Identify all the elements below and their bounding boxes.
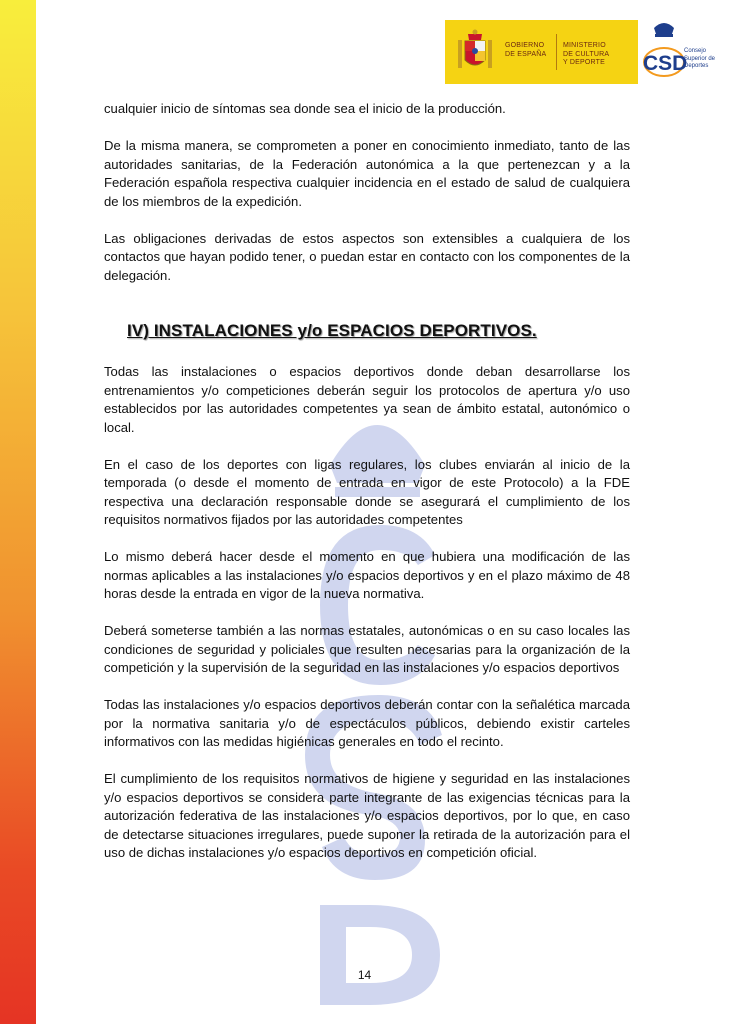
gobierno-label: GOBIERNO DE ESPAÑA — [505, 42, 547, 58]
csd-label: Consejo Superior de Deportes — [684, 48, 716, 69]
document-body — [104, 100, 630, 881]
paragraph: Lo mismo deberá hacer desde el momento en que hubiera una modificación de las normas aplicables a las instalaciones y/o espacios deportivos y en el plazo máximo de 48 horas desde la entrada en vigor de la nueva normativa. — [104, 549, 630, 601]
ministry-label: MINISTERIO DE CULTURA Y DEPORTE — [563, 42, 610, 66]
svg-text:CSD: CSD — [643, 52, 688, 75]
coat-of-arms-icon — [455, 28, 495, 76]
paragraph: Todas las instalaciones y/o espacios deportivos deberán contar con la señalética marcada por la normativa sanitaria y/o de espectáculos públicos, debiendo existir carteles informativos con las medidas higiénicas generales en todo el recinto. — [104, 697, 630, 749]
paragraph: De la misma manera, se comprometen a poner en conocimiento inmediato, tanto de las autoridades sanitarias, de la Federación autonómica a la que pertenezcan y a la Federación española respectiva cualquier incidencia en el estado de salud de cualquiera de los miembros de la expedición. — [104, 138, 630, 209]
paragraph: cualquier inicio de síntomas sea donde sea el inicio de la producción. — [104, 101, 506, 116]
government-logo-band — [445, 20, 638, 84]
paragraph: En el caso de los deportes con ligas regulares, los clubes enviarán al inicio de la temporada (o desde el momento de entrada en vigor de este Protocolo) a la FDE respectiva una declaración responsable donde se asegurará el cumplimiento de los requisitos normativos fijados por las autoridades competentes — [104, 456, 630, 527]
paragraph: Todas las instalaciones o espacios deportivos donde deban desarrollarse los entrenamientos y/o competiciones deberán seguir los protocolos de apertura y/o uso establecidos por las autoridades competentes ya sean de ámbito estatal, autonómico o local. — [104, 364, 630, 435]
paragraph: Las obligaciones derivadas de estos aspectos son extensibles a cualquiera de los contactos que hayan podido tener, o puedan estar en contacto con los componentes de la delegación. — [104, 230, 630, 283]
header-divider — [556, 34, 557, 70]
paragraph: Deberá someterse también a las normas estatales, autonómicas o en su caso locales las condiciones de seguridad y policiales que resulten necesarias para la organización de la competición y la supervisión de la seguridad en las instalaciones y/o espacios deportivos — [104, 623, 630, 675]
csd-logo-icon — [640, 20, 688, 84]
side-color-bar — [0, 0, 36, 1024]
page-number: 14 — [357, 968, 372, 982]
paragraph: El cumplimiento de los requisitos normativos de higiene y seguridad en las instalaciones y/o espacios deportivos se considera parte integrante de las exigencias técnicas para la autorización federativa de las instalaciones y/o espacios deportivos, por lo que, en caso de detectarse situaciones irregulares, puede suponer la retirada de la autorización para el uso de dichas instalaciones y/o espacios deportivos en competición oficial. — [104, 771, 630, 860]
section-heading: IV) INSTALACIONES y/o ESPACIOS DEPORTIVOS. — [127, 321, 537, 340]
